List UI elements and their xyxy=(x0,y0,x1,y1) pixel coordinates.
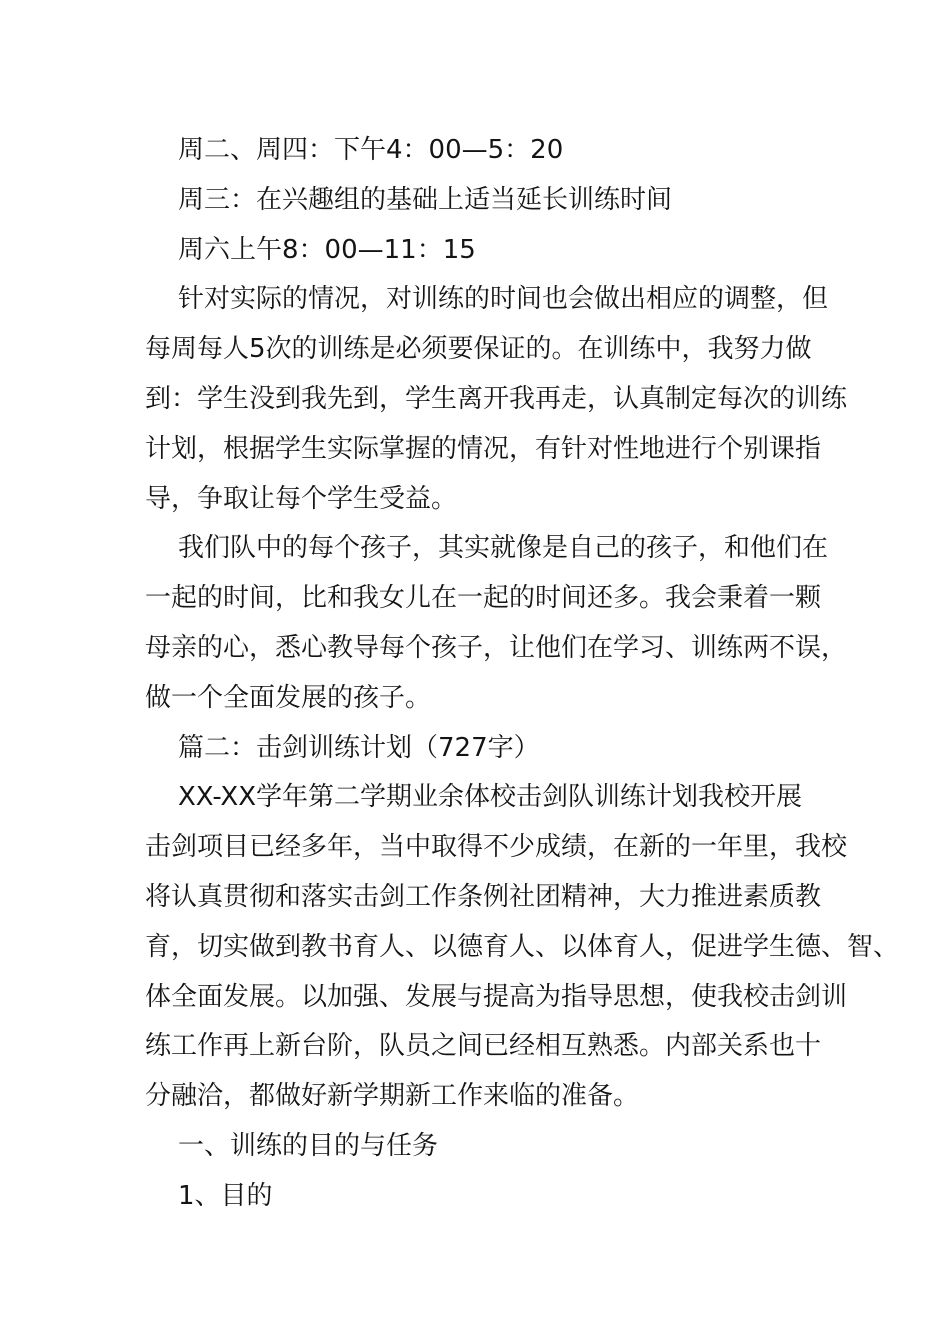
paragraph xyxy=(145,275,848,524)
text-line: 计划，根据学生实际掌握的情况，有针对性地进行个别课指 xyxy=(145,433,822,464)
text-line: 到：学生没到我先到，学生离开我再走，认真制定每次的训练 xyxy=(145,383,848,414)
text-line: 做一个全面发展的孩子。 xyxy=(145,682,432,713)
paragraph xyxy=(145,524,848,723)
document-body xyxy=(145,126,900,1222)
text-line: 一起的时间，比和我女儿在一起的时间还多。我会秉着一颗 xyxy=(145,583,822,614)
text-line: 周六上午8：00—11：15 xyxy=(178,234,476,265)
text-line: XX-XX学年第二学期业余体校击剑队训练计划我校开展 xyxy=(178,782,803,813)
text-line: 将认真贯彻和落实击剑工作条例社团精神，大力推进素质教 xyxy=(145,881,822,912)
text-line: 每周每人5次的训练是必须要保证的。在训练中，我努力做 xyxy=(145,334,812,365)
paragraph xyxy=(145,773,900,1122)
text-line: 击剑项目已经多年，当中取得不少成绩，在新的一年里，我校 xyxy=(145,832,848,863)
paragraph xyxy=(145,126,810,176)
text-line: 我们队中的每个孩子，其实就像是自己的孩子，和他们在 xyxy=(178,533,829,564)
paragraph xyxy=(145,176,810,226)
text-line: 周二、周四：下午4：00—5：20 xyxy=(178,135,564,165)
text-line: 一、训练的目的与任务 xyxy=(178,1130,439,1161)
text-line: 导，争取让每个学生受益。 xyxy=(145,483,458,514)
text-line: 篇二：击剑训练计划（727字） xyxy=(178,732,540,763)
paragraph xyxy=(145,724,810,774)
paragraph xyxy=(145,226,810,276)
text-line: 分融洽，都做好新学期新工作来临的准备。 xyxy=(145,1081,640,1112)
text-line: 体全面发展。以加强、发展与提高为指导思想，使我校击剑训 xyxy=(145,981,848,1012)
paragraph xyxy=(145,1122,810,1172)
text-line: 育，切实做到教书育人、以德育人、以体育人，促进学生德、智、 xyxy=(145,931,900,962)
text-line: 练工作再上新台阶，队员之间已经相互熟悉。内部关系也十 xyxy=(145,1031,822,1062)
paragraph xyxy=(145,1172,810,1222)
text-line: 1、目的 xyxy=(178,1180,273,1211)
text-line: 周三：在兴趣组的基础上适当延长训练时间 xyxy=(178,184,673,215)
text-line: 母亲的心，悉心教导每个孩子，让他们在学习、训练两不误， xyxy=(145,632,848,663)
text-line: 针对实际的情况，对训练的时间也会做出相应的调整，但 xyxy=(178,284,829,315)
